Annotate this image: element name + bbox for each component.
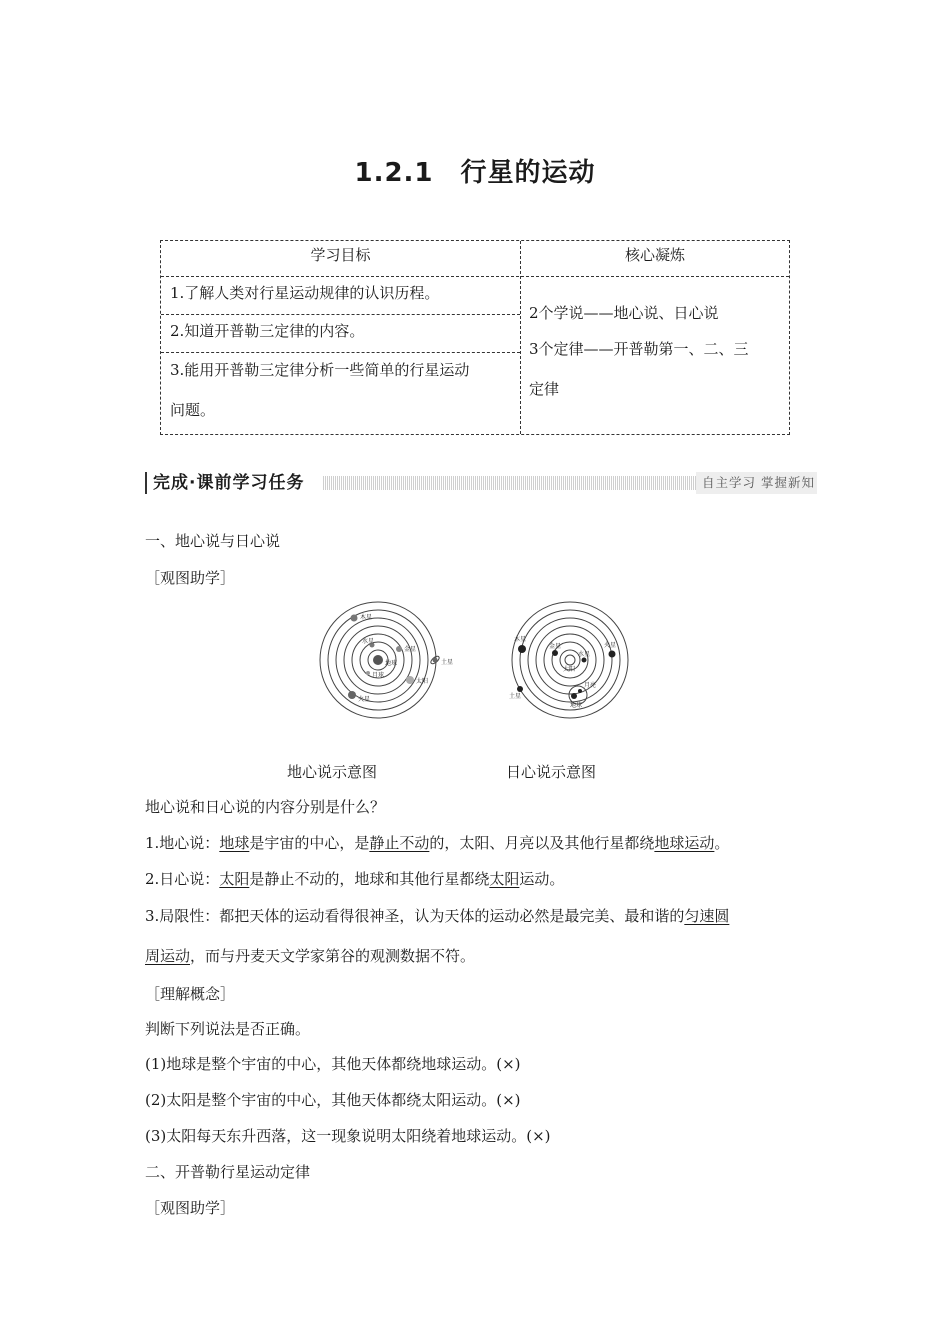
- helio-label: 土星: [509, 693, 522, 700]
- page-title: 1.2.1 行星的运动: [354, 158, 596, 188]
- core-item: 定律: [529, 380, 560, 398]
- concept-item: (1)地球是整个宇宙的中心，其他天体都绕地球运动。(×): [145, 1055, 521, 1073]
- sun-icon: [565, 655, 575, 665]
- section-banner: [145, 472, 817, 494]
- helio-label: 地球: [570, 702, 583, 709]
- helio-label: 火星: [604, 642, 617, 649]
- geo-label: 木星: [360, 614, 373, 621]
- point-limitation-cont: 周运动，而与丹麦天文学家第谷的观测数据不符。: [145, 947, 476, 965]
- question: 地心说和日心说的内容分别是什么？: [145, 798, 386, 816]
- banner-subtitle: 自主学习 掌握新知: [696, 472, 817, 494]
- concept-tag: ［理解概念］: [145, 985, 236, 1003]
- core-item: 2个学说——地心说、日心说: [529, 304, 719, 322]
- geo-label: 太阳: [416, 678, 429, 685]
- goal-item: 1.了解人类对行星运动规律的认识历程。: [170, 284, 440, 302]
- table-divider: [161, 276, 789, 277]
- geo-label: 地球: [385, 660, 398, 667]
- concept-item: (2)太阳是整个宇宙的中心，其他天体都绕太阳运动。(×): [145, 1091, 521, 1109]
- geocentric-diagram: [316, 597, 456, 727]
- helio-label: 木星: [514, 636, 527, 643]
- learning-goal-table: [160, 240, 790, 435]
- table-divider: [520, 241, 521, 434]
- helio-label: 水星: [578, 651, 591, 658]
- geo-label: 土星: [441, 659, 454, 666]
- table-header-goals: 学习目标: [310, 246, 371, 264]
- table-divider: [161, 314, 520, 315]
- goal-item: 2.知道开普勒三定律的内容。: [170, 322, 365, 340]
- helio-label: 月亮: [584, 682, 597, 689]
- figure-tag: ［观图助学］: [145, 1199, 236, 1217]
- goal-item: 3.能用开普勒三定律分析一些简单的行星运动: [170, 361, 470, 379]
- concept-prompt: 判断下列说法是否正确。: [145, 1020, 311, 1038]
- section-heading: 二、开普勒行星运动定律: [145, 1163, 311, 1181]
- geo-label: 火星: [358, 696, 371, 703]
- table-divider: [161, 352, 520, 353]
- core-item: 3个定律——开普勒第一、二、三: [529, 340, 749, 358]
- banner-title: 完成·课前学习任务: [145, 472, 304, 494]
- earth-icon: [373, 655, 383, 665]
- point-limitation: 3.局限性：都把天体的运动看得很神圣，认为天体的运动必然是最完美、最和谐的匀速圆: [145, 907, 730, 925]
- helio-caption: 日心说示意图: [506, 763, 597, 781]
- helio-label: 金星: [549, 643, 562, 650]
- helio-label: 太阳: [563, 666, 576, 673]
- geo-label: 金星: [404, 646, 417, 653]
- heliocentric-diagram: [500, 597, 640, 727]
- geo-label: 水星: [362, 638, 375, 645]
- point-geocentric: 1.地心说：地球是宇宙的中心，是静止不动的，太阳、月亮以及其他行星都绕地球运动。: [145, 834, 730, 852]
- goal-item: 问题。: [170, 401, 216, 419]
- geo-label: 月球: [372, 672, 385, 679]
- point-heliocentric: 2.日心说：太阳是静止不动的，地球和其他行星都绕太阳运动。: [145, 870, 565, 888]
- section-heading: 一、地心说与日心说: [145, 532, 281, 550]
- figure-tag: ［观图助学］: [145, 569, 236, 587]
- geo-caption: 地心说示意图: [287, 763, 378, 781]
- table-header-core: 核心凝炼: [624, 246, 685, 264]
- concept-item: (3)太阳每天东升西落，这一现象说明太阳绕着地球运动。(×): [145, 1127, 551, 1145]
